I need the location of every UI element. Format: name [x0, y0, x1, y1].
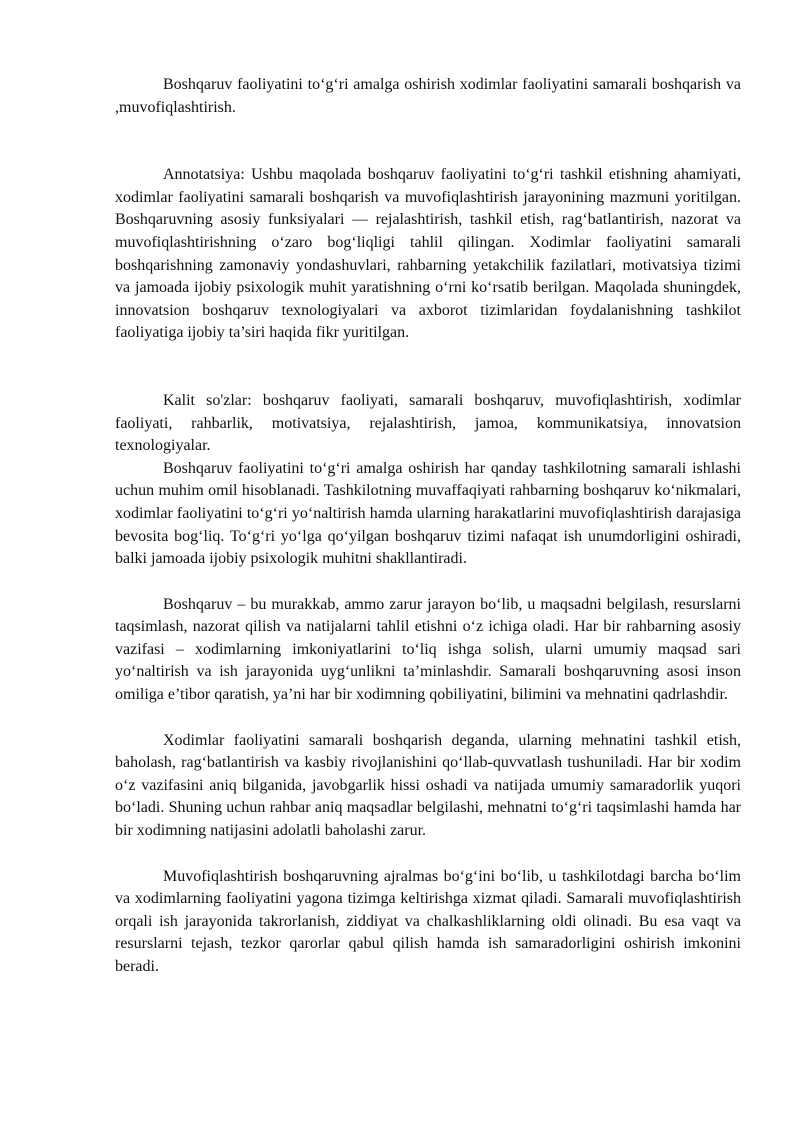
body-paragraph: Muvofiqlashtirish boshqaruvning ajralmas bo‘g‘ini bo‘lib, u tashkilotdagi barcha bo‘lim va xodimlarning faoliyatini yagona tizimga keltirishga xizmat qiladi. Samarali muvofiqlashtirish orqali ish jarayonida takrorlanish, ziddiyat va chalkashliklarning oldi olinadi. Bu esa vaqt va resurslarni tejash, tezkor qarorlar qabul qilish hamda ish samaradorligini oshirish imkonini beradi.	[115, 867, 741, 975]
keywords-paragraph: Kalit so'zlar: boshqaruv faoliyati, samarali boshqaruv, muvofiqlashtirish, xodimlar faoliyati, rahbarlik, motivatsiya, rejalashtirish, jamoa, kommunikatsiya, innovatsion texnologiyalar.	[115, 391, 741, 455]
document-title: Boshqaruv faoliyatini to‘g‘ri amalga oshirish xodimlar faoliyatini samarali boshqarish va ,muvofiqlashtirish.	[115, 76, 741, 116]
body-paragraph: Xodimlar faoliyatini samarali boshqarish deganda, ularning mehnatini tashkil etish, baholash, rag‘batlantirish va kasbiy rivojlanishini qo‘llab-quvvatlash tushuniladi. Har bir xodim o‘z vazifasini aniq bilganida, javobgarlik hissi oshadi va natijada umumiy samaradorlik yuqori bo‘ladi. Shuning uchun rahbar aniq maqsadlar belgilashi, mehnatni to‘g‘ri taqsimlashi hamda har bir xodimning natijasini adolatli baholashi zarur.	[115, 731, 741, 840]
body-paragraph: Boshqaruv faoliyatini to‘g‘ri amalga oshirish har qanday tashkilotning samarali ishlashi uchun muhim omil hisoblanadi. Tashkilotning muvaffaqiyati rahbarning boshqaruv ko‘nikmalari, xodimlar faoliyatini to‘g‘ri yo‘naltirish hamda ularning harakatlarini muvofiqlashtirish darajasiga bevosita bog‘liq. To‘g‘ri yo‘lga qo‘yilgan boshqaruv tizimi nafaqat ish unumdorligini oshiradi, balki jamoada ijobiy psixologik muhitni shakllantiradi.	[115, 459, 741, 568]
abstract-paragraph: Annotatsiya: Ushbu maqolada boshqaruv faoliyatini to‘g‘ri tashkil etishning ahamiyati, xodimlar faoliyatini samarali boshqarish va muvofiqlashtirish jarayonining mazmuni yoritilgan. Boshqaruvning asosiy funksiyalari — rejalashtirish, tashkil etish, rag‘batlantirish, nazorat va muvofiqlashtirishning o‘zaro bog‘liqligi tahlil qilingan. Xodimlar faoliyatini samarali boshqarishning zamonaviy yondashuvlari, rahbarning yetakchilik fazilatlari, motivatsiya tizimi va jamoada ijobiy psixologik muhit yaratishning o‘rni ko‘rsatib berilgan. Maqolada shuningdek, innovatsion boshqaruv texnologiyalari va axborot tizimlaridan foydalanishning tashkilot faoliyatiga ijobiy ta’siri haqida fikr yuritilgan.	[115, 166, 741, 342]
document-page	[115, 74, 741, 979]
body-paragraph: Boshqaruv – bu murakkab, ammo zarur jarayon bo‘lib, u maqsadni belgilash, resurslarni taqsimlash, nazorat qilish va natijalarni tahlil etishni o‘z ichiga oladi. Har bir rahbarning asosiy vazifasi – xodimlarning imkoniyatlarini to‘liq ishga solish, ularni umumiy maqsad sari yo‘naltirish va ish jarayonida uyg‘unlikni ta’minlashdir. Samarali boshqaruvning asosi inson omiliga e’tibor qaratish, ya’ni har bir xodimning qobiliyatini, bilimini va mehnatini qadrlashdir.	[115, 595, 741, 704]
